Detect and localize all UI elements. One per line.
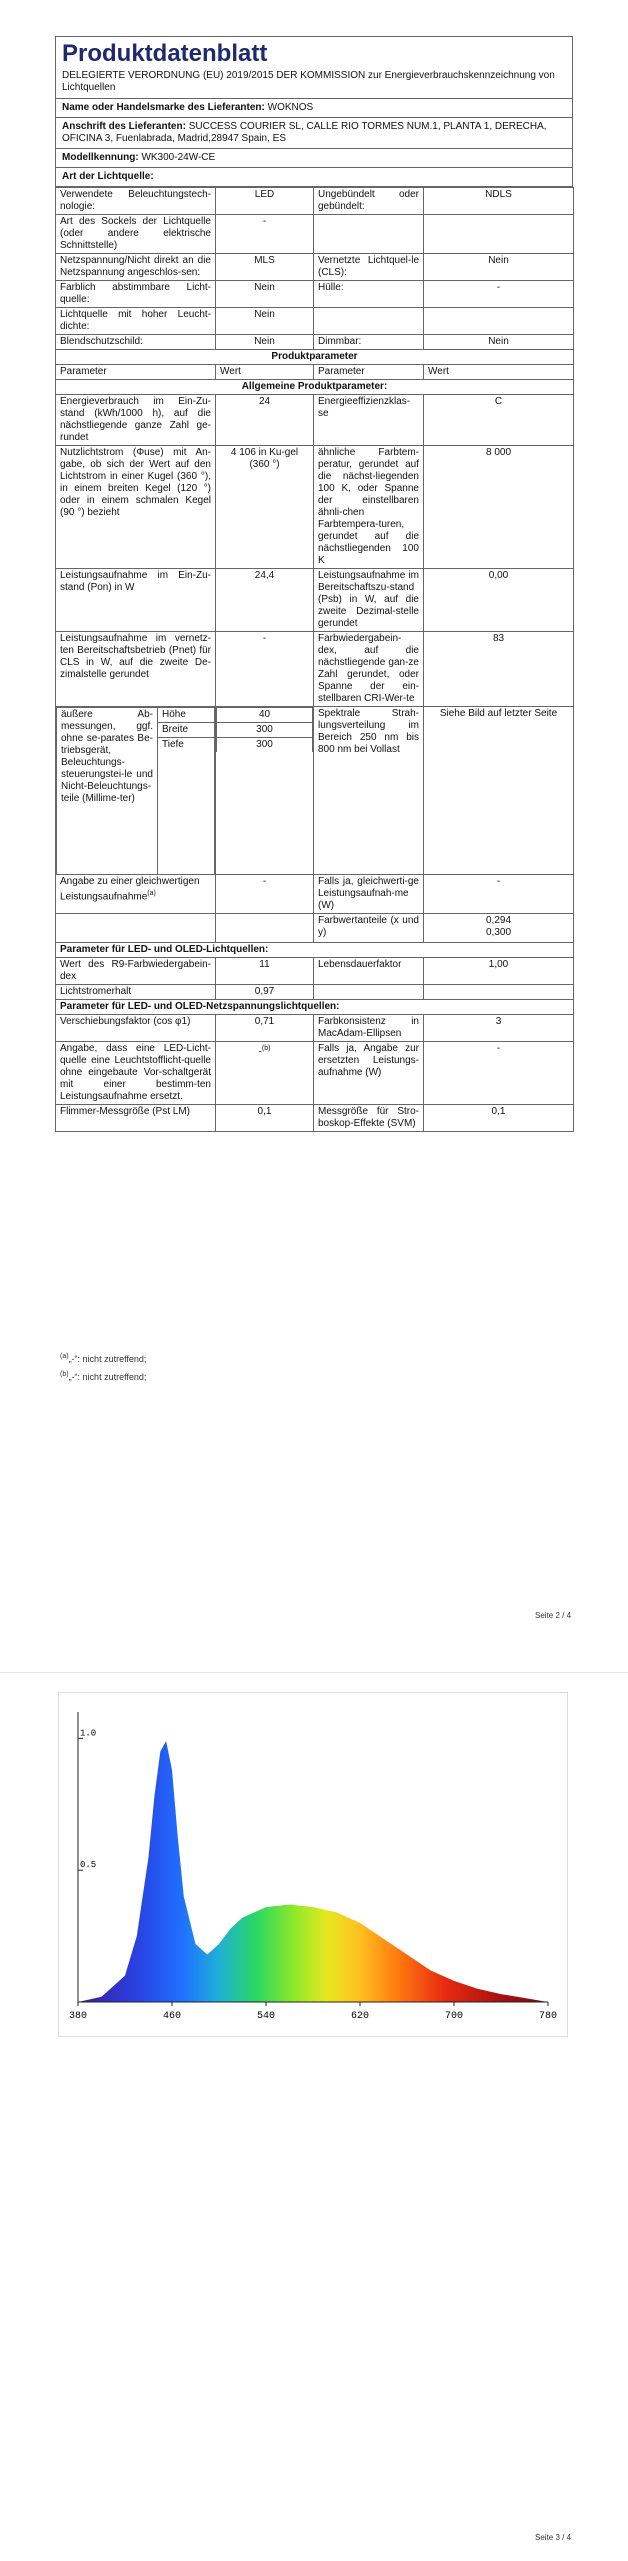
led-value — [216, 985, 314, 1000]
mains-value — [216, 1015, 314, 1042]
x-tick-label: 620 — [350, 2011, 370, 2022]
general-label — [56, 395, 216, 446]
type-value — [216, 215, 314, 254]
led-label — [56, 985, 216, 1000]
led-value-2 — [424, 985, 574, 1000]
led-heading: Parameter für LED- und OLED-Lichtquellen: — [56, 943, 574, 958]
supplier-address-label: Anschrift des Lieferanten: — [62, 121, 186, 132]
general-row — [56, 569, 574, 632]
empty-cell — [56, 914, 216, 943]
general-row — [56, 632, 574, 707]
equiv2-label: Falls ja, gleichwerti-ge Leistungsaufnah-me (W) — [314, 875, 424, 914]
general-label — [56, 569, 216, 632]
model-label: Modellkennung: — [62, 152, 139, 163]
col-value-1: Wert — [216, 365, 314, 380]
mains-value-2-text: 0,1 — [491, 1106, 506, 1117]
led-label-2 — [314, 985, 424, 1000]
dimensions-label: äußere Ab-messungen, ggf. ohne se-parates Be-triebsgerät, Beleuchtungs-steuerungstei-le und Nicht-Beleuchtungs-teile (Millime-ter) — [57, 708, 158, 875]
led-label-text: Lichtstromerhalt — [60, 986, 132, 997]
footnote-a-text: „-“: nicht zutreffend; — [68, 1354, 147, 1364]
mains-value-2-text: 3 — [495, 1016, 502, 1027]
footnote-b-text: „-“: nicht zutreffend; — [68, 1372, 147, 1382]
dim-value-height: 40 — [217, 708, 313, 723]
type-label-2-text: Hülle: — [318, 282, 344, 293]
general-value-2-text: 83 — [492, 633, 505, 644]
footnote-b-mark: (b) — [60, 1371, 69, 1378]
type-label-2-text: Dimmbar: — [318, 336, 362, 347]
general-value-2-text: 8 000 — [485, 447, 512, 458]
led-label — [56, 958, 216, 985]
mains-label-2-text: Falls ja, Angabe zur ersetzten Leistungs-aufnahme (W) — [318, 1043, 419, 1078]
general-label-2 — [314, 395, 424, 446]
type-value-2-text: NDLS — [485, 189, 512, 200]
mains-label — [56, 1015, 216, 1042]
model-value: WK300-24W-CE — [141, 152, 216, 163]
type-label-text: Netzspannung/Nicht direkt an die Netzspannung angeschlos-sen: — [60, 255, 211, 278]
type-value-2 — [424, 308, 574, 335]
type-value-2 — [424, 281, 574, 308]
model-row — [55, 149, 573, 168]
mains-value — [216, 1105, 314, 1132]
type-value-text: Nein — [254, 309, 275, 320]
supplier-name: WOKNOS — [267, 102, 314, 113]
footnote-b — [60, 1369, 146, 1383]
type-value-2 — [424, 254, 574, 281]
type-value — [216, 308, 314, 335]
type-value-2-text: Nein — [488, 336, 509, 347]
product-data-sheet — [55, 36, 573, 1132]
type-label-2 — [314, 335, 424, 350]
dimensions-cell — [56, 707, 216, 875]
equiv-label-cell — [56, 875, 216, 914]
general-value — [216, 632, 314, 707]
type-value-text: Nein — [254, 282, 275, 293]
mains-value-2-text: - — [496, 1043, 501, 1054]
supplier-address-row — [55, 118, 573, 149]
general-label-2-text: ähnliche Farbtem-peratur, gerundet auf die nächst-liegenden 100 K, oder Spanne der einstellbaren ähnli-chen Farbtempera-turen, gerundet auf die nächstliegenden 100 K — [318, 447, 419, 566]
type-value-2 — [424, 215, 574, 254]
led-label-2 — [314, 958, 424, 985]
type-heading — [55, 168, 573, 187]
mains-label — [56, 1042, 216, 1105]
type-label-2 — [314, 308, 424, 335]
general-value-text: 24,4 — [254, 570, 275, 581]
type-label-text: Farblich abstimmbare Licht-quelle: — [60, 282, 211, 305]
type-label-text: Blendschutzschild: — [60, 336, 143, 347]
led-value-2 — [424, 958, 574, 985]
x-tick-label: 460 — [162, 2011, 182, 2022]
type-value — [216, 335, 314, 350]
type-label-2-text: Vernetzte Lichtquel-le (CLS): — [318, 255, 419, 278]
general-value-2 — [424, 569, 574, 632]
type-value-text: Nein — [254, 336, 275, 347]
mains-heading: Parameter für LED- und OLED-Netzspannungslichtquellen: — [56, 1000, 574, 1015]
general-value-text: 4 106 in Ku-gel (360 °) — [230, 447, 299, 470]
regulation-text: DELEGIERTE VERORDNUNG (EU) 2019/2015 DER KOMMISSION zur Energieverbrauchskennzeichnung von Lichtquellen — [55, 70, 573, 99]
y-tick-label: 0.5 — [80, 1860, 97, 1871]
mains-value-2 — [424, 1015, 574, 1042]
type-label-2 — [314, 215, 424, 254]
general-label-text: Leistungsaufnahme im vernetz-ten Bereitschaftsbetrieb (Pnet) für CLS in W, auf die zweite De-zimalstelle gerundet — [60, 633, 211, 680]
type-label — [56, 215, 216, 254]
dim-value-width: 300 — [217, 723, 313, 738]
equiv-label: Angabe zu einer gleichwertigen Leistungsaufnahme — [60, 876, 200, 903]
type-value-text: MLS — [254, 255, 275, 266]
general-value-text: - — [262, 633, 267, 644]
dim-label-depth: Tiefe — [158, 738, 215, 875]
type-label — [56, 254, 216, 281]
dimensions-values — [216, 707, 314, 875]
type-label-2 — [314, 254, 424, 281]
type-row — [56, 215, 574, 254]
mains-value-2 — [424, 1105, 574, 1132]
led-row — [56, 958, 574, 985]
type-label-2 — [314, 281, 424, 308]
general-value-2 — [424, 446, 574, 569]
supplier-name-label: Name oder Handelsmarke des Lieferanten: — [62, 102, 265, 113]
led-value — [216, 958, 314, 985]
spectral-value: Siehe Bild auf letzter Seite — [424, 707, 574, 875]
equiv-footnote-mark: (a) — [147, 890, 156, 897]
x-tick-label: 540 — [256, 2011, 276, 2022]
led-label-2-text: Lebensdauerfaktor — [318, 959, 402, 970]
type-label — [56, 308, 216, 335]
mains-label-text: Angabe, dass eine LED-Licht-quelle eine Leuchtstofflicht-quelle ohne eingebaute Vor-schaltgerät mit einer bestimm-ten Leistungsaufnahme ersetzt. — [60, 1043, 211, 1102]
mains-row — [56, 1042, 574, 1105]
general-value-2-text: C — [494, 396, 503, 407]
mains-value-text: 0,71 — [254, 1016, 275, 1027]
empty-cell — [216, 914, 314, 943]
general-label-2 — [314, 446, 424, 569]
mains-value — [216, 1042, 314, 1105]
general-value — [216, 395, 314, 446]
general-value — [216, 569, 314, 632]
dim-value-depth: 300 — [217, 738, 313, 753]
type-value-2-text: - — [496, 282, 501, 293]
general-label — [56, 632, 216, 707]
supplier-address: SUCCESS COURIER SL, CALLE RIO TORMES NUM.1, PLANTA 1, DERECHA, OFICINA 3, Fuenlabrada, Madrid,28947 Spain, ES — [62, 121, 547, 144]
type-row — [56, 188, 574, 215]
led-label-text: Wert des R9-Farbwiedergabein-dex — [60, 959, 211, 982]
spectral-distribution-chart — [58, 1692, 568, 2037]
general-label — [56, 446, 216, 569]
mains-value-2 — [424, 1042, 574, 1105]
type-value — [216, 281, 314, 308]
general-label-2-text: Leistungsaufnahme im Bereitschaftszu-stand (Psb) in W, auf die zweite Dezimal-stelle gerundet — [318, 570, 419, 629]
type-value — [216, 254, 314, 281]
general-label-text: Energieverbrauch im Ein-Zu-stand (kWh/1000 h), auf die nächstliegende ganze Zahl ge-rundet — [60, 396, 211, 443]
led-row — [56, 985, 574, 1000]
type-value — [216, 188, 314, 215]
footnote-a — [60, 1351, 146, 1365]
x-tick-label: 380 — [68, 2011, 88, 2022]
type-row — [56, 254, 574, 281]
spectral-label: Spektrale Strah-lungsverteilung im Bereich 250 nm bis 800 nm bei Vollast — [314, 707, 424, 875]
dim-label-height: Höhe — [158, 708, 215, 723]
mains-value-text: 0,1 — [257, 1106, 272, 1117]
dim-label-width: Breite — [158, 723, 215, 738]
chroma-y: 0,300 — [485, 927, 512, 938]
chroma-x: 0,294 — [485, 915, 512, 926]
type-row — [56, 281, 574, 308]
type-value-2 — [424, 188, 574, 215]
general-value-2 — [424, 395, 574, 446]
mains-label-text: Flimmer-Messgröße (Pst LM) — [60, 1106, 191, 1117]
type-label — [56, 281, 216, 308]
type-label — [56, 335, 216, 350]
y-tick-label: 1.0 — [80, 1728, 97, 1739]
mains-value-text: - — [258, 1046, 262, 1058]
spec-table — [55, 187, 574, 1132]
type-value-2 — [424, 335, 574, 350]
page-number: Seite 2 / 4 — [535, 1611, 572, 1620]
type-label-text: Lichtquelle mit hoher Leucht-dichte: — [60, 309, 211, 332]
general-label-2-text: Farbwiedergabein-dex, auf die nächstliegende gan-ze Zahl gerundet, oder Spanne der ein-stellbaren CRI-Wer-te — [318, 633, 419, 704]
type-label-text: Verwendete Beleuchtungstech-nologie: — [60, 189, 211, 212]
general-row — [56, 395, 574, 446]
general-label-2 — [314, 632, 424, 707]
equiv2-value: - — [424, 875, 574, 914]
type-row — [56, 335, 574, 350]
type-heading-text: Art der Lichtquelle: — [62, 171, 154, 182]
general-label-2 — [314, 569, 424, 632]
general-value — [216, 446, 314, 569]
mains-label-2 — [314, 1042, 424, 1105]
mains-row — [56, 1015, 574, 1042]
equiv-value: - — [216, 875, 314, 914]
mains-label-2 — [314, 1105, 424, 1132]
type-label-2-text: Ungebündelt oder gebündelt: — [318, 189, 419, 212]
general-label-2-text: Energieeffizienzklas-se — [318, 396, 411, 419]
type-value-text: LED — [254, 189, 275, 200]
type-label — [56, 188, 216, 215]
type-label-text: Art des Sockels der Lichtquelle (oder andere elektrische Schnittstelle) — [60, 216, 211, 251]
params-heading: Produktparameter — [56, 350, 574, 365]
mains-label-2 — [314, 1015, 424, 1042]
chroma-label: Farbwertanteile (x und y) — [314, 914, 424, 943]
page-title: Produktdatenblatt — [55, 36, 573, 70]
mains-label — [56, 1105, 216, 1132]
led-value-text: 0,97 — [254, 986, 275, 997]
chroma-values — [424, 914, 574, 943]
led-value-text: 11 — [259, 959, 270, 970]
general-value-text: 24 — [258, 396, 271, 407]
type-label-2 — [314, 188, 424, 215]
type-value-text: - — [262, 216, 267, 227]
x-tick-label: 700 — [444, 2011, 464, 2022]
general-heading: Allgemeine Produktparameter: — [56, 380, 574, 395]
col-param-1: Parameter — [56, 365, 216, 380]
type-row — [56, 308, 574, 335]
mains-row — [56, 1105, 574, 1132]
general-label-text: Leistungsaufnahme im Ein-Zu-stand (Pon) in W — [60, 570, 211, 593]
mains-label-2-text: Farbkonsistenz in MacAdam-Ellipsen — [318, 1016, 419, 1039]
footnote-mark: (b) — [261, 1045, 271, 1052]
led-value-2-text: 1,00 — [488, 959, 509, 970]
page-number: Seite 3 / 4 — [535, 2533, 572, 2542]
mains-label-text: Verschiebungsfaktor (cos φ1) — [60, 1016, 191, 1027]
mains-label-2-text: Messgröße für Stro-boskop-Effekte (SVM) — [318, 1106, 419, 1129]
general-value-2 — [424, 632, 574, 707]
supplier-name-row — [55, 99, 573, 118]
general-value-2-text: 0,00 — [488, 570, 509, 581]
x-tick-label: 780 — [538, 2011, 558, 2022]
type-value-2-text: Nein — [488, 255, 509, 266]
general-row — [56, 446, 574, 569]
col-param-2: Parameter — [314, 365, 424, 380]
general-label-text: Nutzlichtstrom (Φuse) mit An-gabe, ob sich der Wert auf den Lichtstrom in einer Kugel (360 °), in einem breiten Kegel (120 °) oder in einem schmalen Kegel (90 °) bezieht — [60, 447, 211, 518]
col-value-2: Wert — [424, 365, 574, 380]
footnote-a-mark: (a) — [60, 1353, 69, 1360]
